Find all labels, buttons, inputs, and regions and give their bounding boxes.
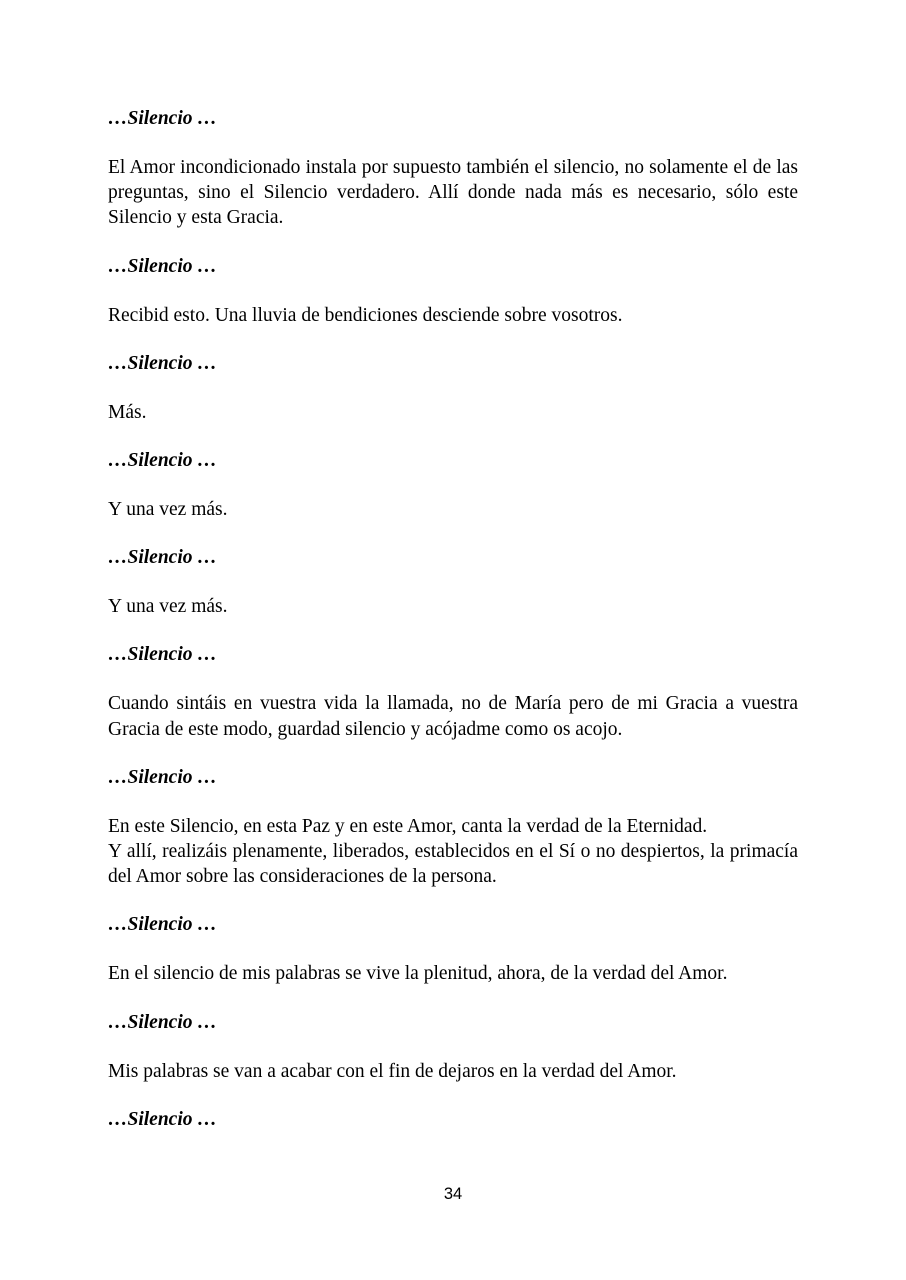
spacer bbox=[108, 425, 798, 448]
paragraph-y-una-vez-mas-1: Y una vez más. bbox=[108, 499, 228, 521]
spacer bbox=[108, 742, 798, 765]
paragraph-line: En este Silencio, en esta Paz y en este Amor, canta la verdad de la Eternidad. bbox=[108, 815, 708, 837]
section-heading-silencio-7: …Silencio … bbox=[108, 766, 217, 788]
section-heading-silencio-3: …Silencio … bbox=[108, 352, 217, 374]
spacer bbox=[108, 1084, 798, 1107]
section-heading-silencio-4: …Silencio … bbox=[108, 450, 217, 472]
spacer bbox=[108, 987, 798, 1010]
spacer bbox=[108, 131, 798, 155]
paragraph-mas: Más. bbox=[108, 401, 147, 423]
paragraph-y-una-vez-mas-2: Y una vez más. bbox=[108, 596, 228, 618]
spacer bbox=[108, 570, 798, 594]
spacer bbox=[108, 279, 798, 303]
spacer bbox=[108, 1035, 798, 1059]
spacer bbox=[108, 667, 798, 691]
section-heading-silencio-5: …Silencio … bbox=[108, 547, 217, 569]
paragraph-en-el-silencio-de-mis-palabras: En el silencio de mis palabras se vive la plenitud, ahora, de la verdad del Amor. bbox=[108, 963, 728, 985]
section-heading-silencio-1: …Silencio … bbox=[108, 108, 217, 129]
spacer bbox=[108, 937, 798, 961]
section-heading-silencio-8: …Silencio … bbox=[108, 914, 217, 936]
paragraph-recibid-esto: Recibid esto. Una lluvia de bendiciones desciende sobre vosotros. bbox=[108, 304, 623, 326]
section-heading-silencio-9: …Silencio … bbox=[108, 1011, 217, 1033]
paragraph-cuando-sintais: Cuando sintáis en vuestra vida la llamada, no de María pero de mi Gracia a vuestra Gracia de este modo, guardad silencio y acójadme como os acojo. bbox=[108, 693, 798, 740]
spacer bbox=[108, 619, 798, 642]
page-number: 34 bbox=[443, 1185, 463, 1203]
section-heading-silencio-2: …Silencio … bbox=[108, 255, 217, 277]
paragraph-mis-palabras-se-van-a-acabar: Mis palabras se van a acabar con el fin de dejaros en la verdad del Amor. bbox=[108, 1060, 677, 1082]
spacer bbox=[108, 328, 798, 351]
page-body-text bbox=[108, 106, 798, 1132]
spacer bbox=[108, 231, 798, 254]
paragraph-amor-incondicionado: El Amor incondicionado instala por supuesto también el silencio, no solamente el de las preguntas, sino el Silencio verdadero. Allí donde nada más es necesario, sólo este Silencio y esta Gracia. bbox=[108, 157, 798, 229]
section-heading-silencio-6: …Silencio … bbox=[108, 644, 217, 666]
spacer bbox=[108, 376, 798, 400]
spacer bbox=[108, 473, 798, 497]
spacer bbox=[108, 889, 798, 912]
spacer bbox=[108, 790, 798, 814]
paragraph-en-este-silencio bbox=[108, 814, 798, 890]
section-heading-silencio-10: …Silencio … bbox=[108, 1108, 217, 1130]
spacer bbox=[108, 522, 798, 545]
paragraph-line: Y allí, realizáis plenamente, liberados, establecidos en el Sí o no despiertos, la primacía del Amor sobre las consideraciones de la persona. bbox=[108, 841, 798, 888]
